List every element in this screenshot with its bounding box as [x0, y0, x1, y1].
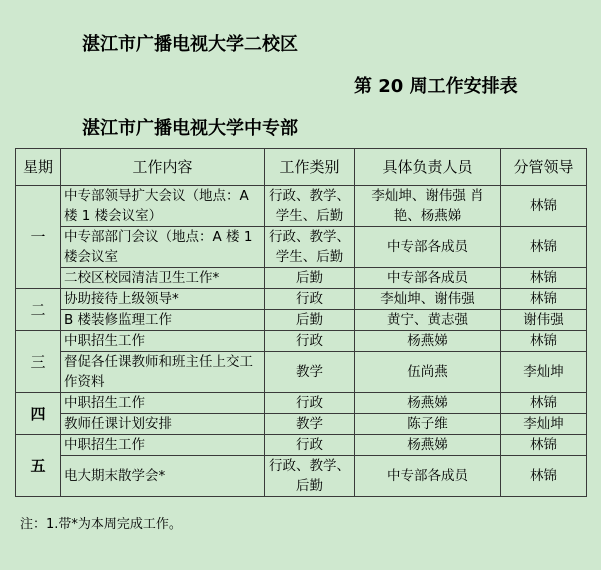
- person-cell: 李灿坤、谢伟强 肖 艳、杨燕娣: [355, 186, 501, 227]
- category-cell: 教学: [265, 414, 355, 435]
- content-cell: 中职招生工作: [61, 331, 265, 352]
- category-cell: 行政: [265, 435, 355, 456]
- content-cell: 中职招生工作: [61, 435, 265, 456]
- table-row: [16, 268, 587, 289]
- leader-cell: 林锦: [501, 227, 587, 268]
- person-cell: 李灿坤、谢伟强: [355, 289, 501, 310]
- person-cell: 中专部各成员: [355, 456, 501, 497]
- category-cell: 行政: [265, 289, 355, 310]
- leader-cell: 林锦: [501, 435, 587, 456]
- category-cell: 行政、教学、后勤: [265, 456, 355, 497]
- week-schedule-title: 第 20 周工作安排表: [354, 76, 518, 97]
- table-header-row: [16, 149, 587, 186]
- header-leader: 分管领导: [501, 149, 587, 186]
- category-cell: 行政: [265, 331, 355, 352]
- category-cell: 教学: [265, 352, 355, 393]
- leader-cell: 林锦: [501, 186, 587, 227]
- department-title: 湛江市广播电视大学中专部: [82, 118, 298, 139]
- content-cell: 协助接待上级领导*: [61, 289, 265, 310]
- content-cell: 中专部领导扩大会议（地点：A 楼 1 楼会议室）: [61, 186, 265, 227]
- header-content: 工作内容: [61, 149, 265, 186]
- leader-cell: 李灿坤: [501, 352, 587, 393]
- day-cell: 二: [16, 289, 61, 331]
- content-cell: 督促各任课教师和班主任上交工作资料: [61, 352, 265, 393]
- content-cell: 中专部部门会议（地点：A 楼 1 楼会议室: [61, 227, 265, 268]
- table-row: [16, 186, 587, 227]
- leader-cell: 谢伟强: [501, 310, 587, 331]
- day-cell: 三: [16, 331, 61, 393]
- person-cell: 陈子维: [355, 414, 501, 435]
- leader-cell: 林锦: [501, 331, 587, 352]
- table-row: [16, 352, 587, 393]
- content-cell: 中职招生工作: [61, 393, 265, 414]
- content-cell: B 楼装修监理工作: [61, 310, 265, 331]
- work-schedule-table: [15, 148, 587, 497]
- category-cell: 行政、教学、学生、后勤: [265, 186, 355, 227]
- person-cell: 中专部各成员: [355, 268, 501, 289]
- person-cell: 杨燕娣: [355, 331, 501, 352]
- table-row: [16, 414, 587, 435]
- leader-cell: 林锦: [501, 289, 587, 310]
- person-cell: 杨燕娣: [355, 435, 501, 456]
- leader-cell: 林锦: [501, 393, 587, 414]
- header-category: 工作类别: [265, 149, 355, 186]
- table-row: [16, 456, 587, 497]
- day-cell: 一: [16, 186, 61, 289]
- header-person: 具体负责人员: [355, 149, 501, 186]
- table-row: [16, 331, 587, 352]
- day-cell: 五: [16, 435, 61, 497]
- category-cell: 后勤: [265, 268, 355, 289]
- category-cell: 后勤: [265, 310, 355, 331]
- person-cell: 杨燕娣: [355, 393, 501, 414]
- leader-cell: 林锦: [501, 268, 587, 289]
- day-cell: 四: [16, 393, 61, 435]
- table-row: [16, 310, 587, 331]
- content-cell: 电大期末散学会*: [61, 456, 265, 497]
- person-cell: 中专部各成员: [355, 227, 501, 268]
- content-cell: 二校区校园清洁卫生工作*: [61, 268, 265, 289]
- leader-cell: 李灿坤: [501, 414, 587, 435]
- leader-cell: 林锦: [501, 456, 587, 497]
- table-row: [16, 227, 587, 268]
- school-title: 湛江市广播电视大学二校区: [82, 34, 298, 55]
- header-day: 星期: [16, 149, 61, 186]
- table-row: [16, 435, 587, 456]
- table-row: [16, 393, 587, 414]
- person-cell: 黄宁、黄志强: [355, 310, 501, 331]
- person-cell: 伍尚燕: [355, 352, 501, 393]
- category-cell: 行政、教学、学生、后勤: [265, 227, 355, 268]
- category-cell: 行政: [265, 393, 355, 414]
- content-cell: 教师任课计划安排: [61, 414, 265, 435]
- footnote: 注：1.带*为本周完成工作。: [20, 517, 182, 532]
- table-row: [16, 289, 587, 310]
